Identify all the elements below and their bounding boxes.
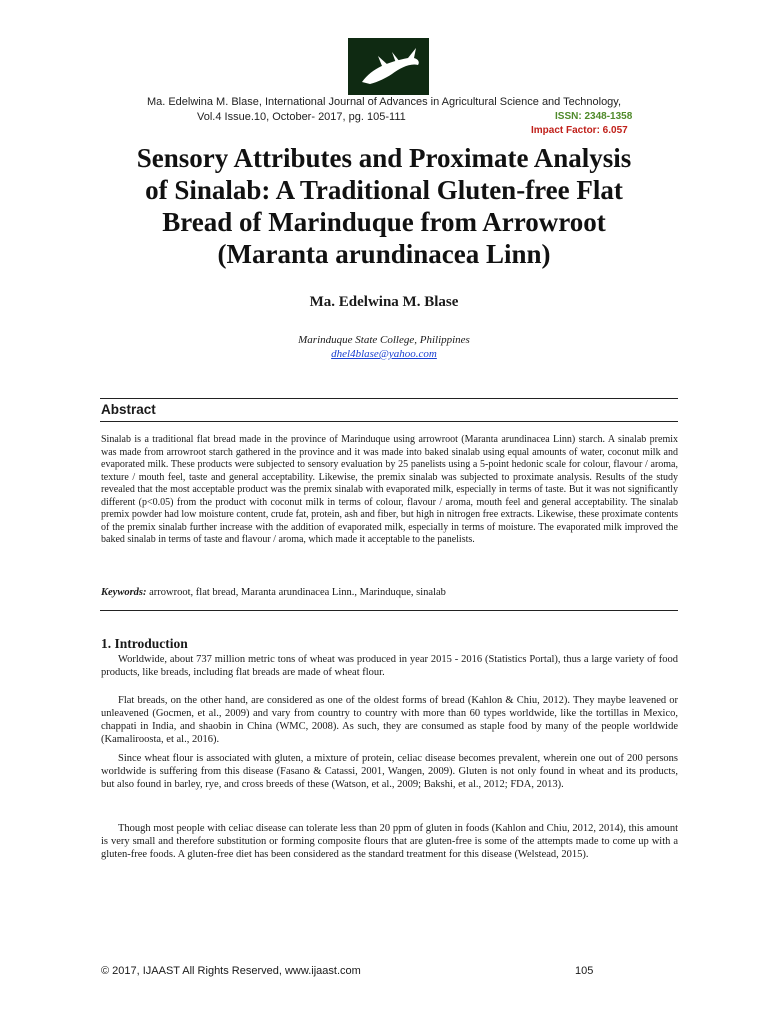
abstract-heading: Abstract xyxy=(101,402,156,417)
footer-copyright: © 2017, IJAAST All Rights Reserved, www.ijaast.com xyxy=(101,965,361,977)
issn-label: ISSN: 2348-1358 xyxy=(555,111,633,122)
author-email-container xyxy=(0,348,768,360)
intro-paragraph: Worldwide, about 737 million metric tons of wheat was produced in year 2015 - 2016 (Statistics Portal), thus a large variety of food products, like breads, including flat breads are made of wheat flour. xyxy=(101,654,678,678)
keywords-text: arrowroot, flat bread, Maranta arundinacea Linn., Marinduque, sinalab xyxy=(146,587,446,598)
abstract-text: Sinalab is a traditional flat bread made in the province of Marinduque using arrowroot (Maranta arundinacea Linn) starch. A sinalab premix was made from arrowroot starch gathered in the province and it was made into baked sinalab using equal amounts of water, coconut milk and evaporated milk. These products were subjected to sensory evaluation by 25 panelists using a 5-point hedonic scale for colour, flavour / aroma, texture / mouth feel, taste and general acceptability. Likewise, the premix sinalab was subjected to proximate analysis. Results of the study revealed that the most acceptable product was the premix sinalab with evaporated milk, especially in terms of taste. But it was not significantly different (p<0.05) from the product with coconut milk in terms of colour, flavour / aroma, mouth feel and general acceptability. The sinalab premix powder had low moisture content, crude fat, protein, ash and fiber, but high in nitrogen free extracts. Likewise, these proximate contents of the premix sinalab further increase with the addition of evaporated milk, especially in terms of moisture. The evaporated milk improved the baked sinalab in terms of taste and flavour / aroma, which made it acceptable to the panelists. xyxy=(101,434,678,545)
leaping-deer-logo-icon xyxy=(348,38,429,95)
intro-paragraph: Though most people with celiac disease can tolerate less than 20 ppm of gluten in foods (Kahlon and Chiu, 2012, 2014), this amount is very small and therefore substitution or forming composite flours that are gluten-free is some of the attempts made to come up with a gluten-free foods. A gluten-free diet has been considered as the standard treatment for this disease (Welstead, 2015). xyxy=(101,823,678,860)
keywords xyxy=(101,587,678,598)
author-name: Ma. Edelwina M. Blase xyxy=(309,294,459,310)
title-line: (Maranta arundinacea Linn) xyxy=(217,239,551,269)
citation-line-1: Ma. Edelwina M. Blase, International Journal of Advances in Agricultural Science and Technology, xyxy=(146,96,622,108)
intro-paragraph: Since wheat flour is associated with gluten, a mixture of protein, celiac disease becomes prevalent, wherein one out of 200 persons worldwide is suffering from this disease (Fasano & Catassi, 2001, Wangen, 2009). Gluten is not only found in wheat and its products, but also found in barley, rye, and cross breeds of these (Watson, et al., 2009; Bakshi, et al., 2012; FDA, 2013). xyxy=(101,753,678,790)
keywords-colon: : xyxy=(143,587,147,598)
title-line: Sensory Attributes and Proximate Analysis xyxy=(136,143,632,173)
page-number: 105 xyxy=(575,965,594,977)
section-heading-introduction: 1. Introduction xyxy=(101,636,188,651)
impact-factor-label: Impact Factor: 6.057 xyxy=(531,125,628,136)
keywords-label: Keywords xyxy=(101,587,143,598)
keywords-bottom-rule xyxy=(100,610,678,611)
intro-paragraph: Flat breads, on the other hand, are considered as one of the oldest forms of bread (Kahlon & Chiu, 2012). They maybe leavened or unleavened (Gocmen, et al., 2009) and vary from country to country with more than 60 types worldwide, like the tortillas in Mexico, chappati in India, and shaobin in China (WMC, 2008). As such, they are consumed as staple food by many of the people worldwide (Kamaliroosta, et al., 2016). xyxy=(101,695,678,745)
abstract-heading-rule xyxy=(100,421,678,422)
citation-line-2: Vol.4 Issue.10, October- 2017, pg. 105-111 xyxy=(197,111,406,123)
title-line: of Sinalab: A Traditional Gluten-free Flat xyxy=(145,175,623,205)
abstract-top-rule xyxy=(100,398,678,399)
author-email-link[interactable]: dhel4blase@yahoo.com xyxy=(331,348,437,360)
journal-logo xyxy=(348,38,429,95)
author-affiliation: Marinduque State College, Philippines xyxy=(298,334,470,346)
paper-title xyxy=(60,142,708,270)
title-line: Bread of Marinduque from Arrowroot xyxy=(162,207,606,237)
